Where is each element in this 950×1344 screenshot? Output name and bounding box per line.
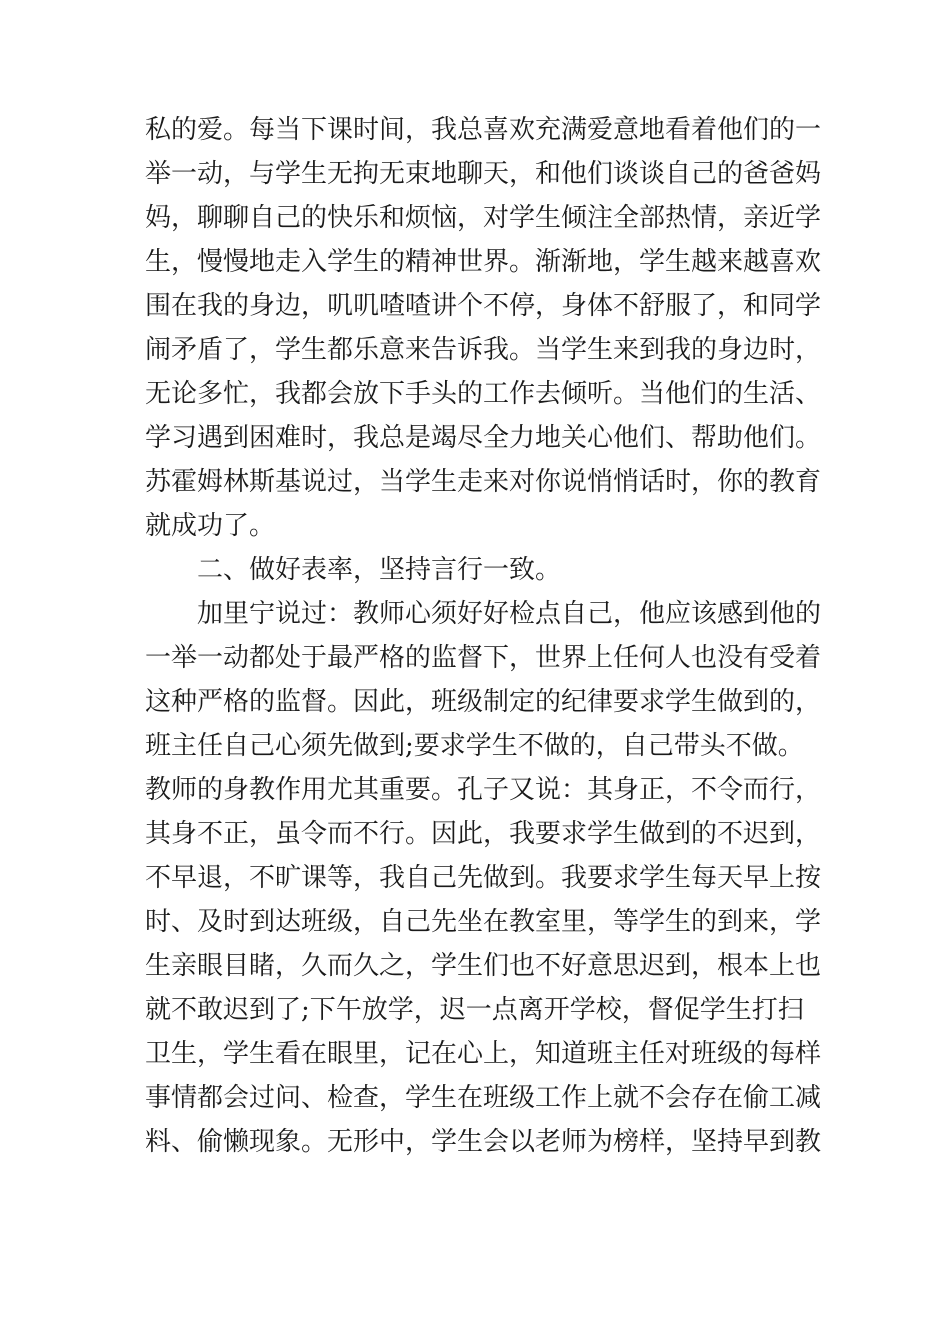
text-line: 就不敢迟到了;下午放学，迟一点离开学校，督促学生打扫 [145,995,804,1025]
text-line: 一举一动都处于最严格的监督下，世界上任何人也没有受着 [145,643,822,673]
text-line: 私的爱。每当下课时间，我总喜欢充满爱意地看着他们的一 [145,115,822,145]
text-line: 时、及时到达班级，自己先坐在教室里，等学生的到来，学 [145,907,822,937]
text-line: 不早退，不旷课等，我自己先做到。我要求学生每天早上按 [145,863,822,893]
text-line: 班主任自己心须先做到;要求学生不做的，自己带头不做。 [145,731,804,761]
text-line: 卫生，学生看在眼里，记在心上，知道班主任对班级的每样 [145,1039,822,1069]
text-line: 学习遇到困难时，我总是竭尽全力地关心他们、帮助他们。 [145,423,822,453]
text-line: 这种严格的监督。因此，班级制定的纪律要求学生做到的， [145,687,822,717]
paragraph-first-line: 加里宁说过：教师心须好好检点自己，他应该感到他的 [197,599,822,629]
text-line: 生亲眼目睹，久而久之，学生们也不好意思迟到，根本上也 [145,951,822,981]
text-line: 举一动，与学生无拘无束地聊天，和他们谈谈自己的爸爸妈 [145,159,822,189]
text-line: 教师的身教作用尤其重要。孔子又说：其身正，不令而行， [145,775,822,805]
text-line: 苏霍姆林斯基说过，当学生走来对你说悄悄话时，你的教育 [145,467,822,497]
text-line: 其身不正，虽令而不行。因此，我要求学生做到的不迟到， [145,819,822,849]
text-line: 料、偷懒现象。无形中，学生会以老师为榜样，坚持早到教 [145,1127,822,1157]
text-line: 事情都会过问、检查，学生在班级工作上就不会存在偷工减 [145,1083,822,1113]
text-line: 就成功了。 [145,511,276,541]
text-line: 闹矛盾了，学生都乐意来告诉我。当学生来到我的身边时， [145,335,822,365]
body-text [145,108,825,1164]
text-line: 生，慢慢地走入学生的精神世界。渐渐地，学生越来越喜欢 [145,247,822,277]
text-line: 妈，聊聊自己的快乐和烦恼，对学生倾注全部热情，亲近学 [145,203,822,233]
text-line: 围在我的身边，叽叽喳喳讲个不停，身体不舒服了，和同学 [145,291,822,321]
section-heading: 二、做好表率，坚持言行一致。 [197,555,562,585]
text-line: 无论多忙，我都会放下手头的工作去倾听。当他们的生活、 [145,379,822,409]
